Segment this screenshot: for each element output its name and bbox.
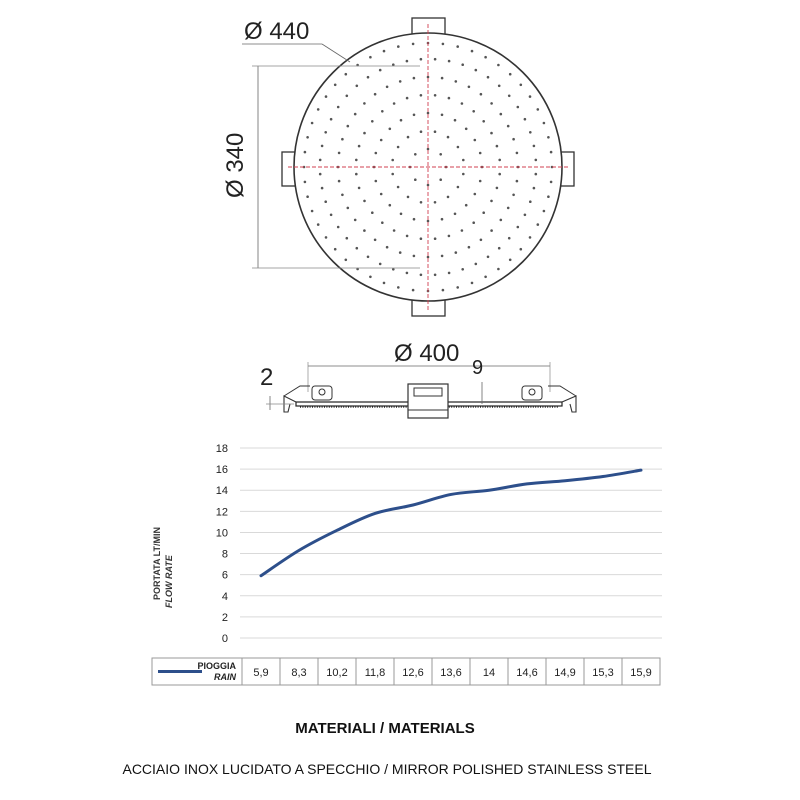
dim-label-depth: 9 bbox=[472, 357, 484, 379]
y-tick-label: 6 bbox=[221, 569, 228, 582]
dim-label-outer-diameter: Ø 440 bbox=[244, 18, 310, 45]
dim-label-inner-diameter: Ø 340 bbox=[222, 132, 249, 198]
table-value: 10,2 bbox=[326, 667, 348, 679]
y-tick-label: 12 bbox=[215, 506, 228, 519]
y-axis-label-it: PORTATA LT/MIN bbox=[152, 527, 162, 600]
dim-label-thickness: 2 bbox=[260, 364, 274, 391]
table-value: 13,6 bbox=[440, 667, 462, 679]
table-value: 5,9 bbox=[253, 667, 269, 679]
y-axis-label-en: FLOW RATE bbox=[164, 555, 174, 608]
materials-description: ACCIAIO INOX LUCIDATO A SPECCHIO / MIRROR POLISHED STAINLESS STEEL bbox=[122, 761, 652, 777]
y-axis-label bbox=[152, 527, 174, 608]
series-line-rain bbox=[261, 470, 641, 576]
y-tick-label: 2 bbox=[221, 611, 228, 624]
y-tick-label: 14 bbox=[215, 485, 228, 498]
table-value: 12,6 bbox=[402, 667, 424, 679]
y-tick-label: 4 bbox=[221, 590, 228, 603]
table-value: 15,3 bbox=[592, 667, 614, 679]
y-tick-label: 10 bbox=[215, 527, 228, 540]
table-value: 8,3 bbox=[291, 667, 307, 679]
materials-title: MATERIALI / MATERIALS bbox=[295, 720, 475, 737]
legend-label-it: PIOGGIA bbox=[197, 661, 236, 671]
table-value: 14,9 bbox=[554, 667, 576, 679]
chart-series bbox=[261, 470, 641, 576]
y-axis-ticks bbox=[216, 443, 228, 645]
table-value: 14,6 bbox=[516, 667, 538, 679]
dim-label-side-diameter: Ø 400 bbox=[394, 340, 460, 367]
table-value: 11,8 bbox=[364, 667, 386, 679]
y-tick-label: 18 bbox=[215, 443, 228, 455]
table-value: 14 bbox=[482, 667, 496, 679]
legend-label-en: RAIN bbox=[214, 672, 236, 682]
y-tick-label: 8 bbox=[221, 548, 228, 561]
y-tick-label: 16 bbox=[215, 464, 228, 477]
y-tick-label: 0 bbox=[221, 633, 228, 645]
table-value: 15,9 bbox=[630, 667, 652, 679]
value-table bbox=[152, 658, 660, 685]
